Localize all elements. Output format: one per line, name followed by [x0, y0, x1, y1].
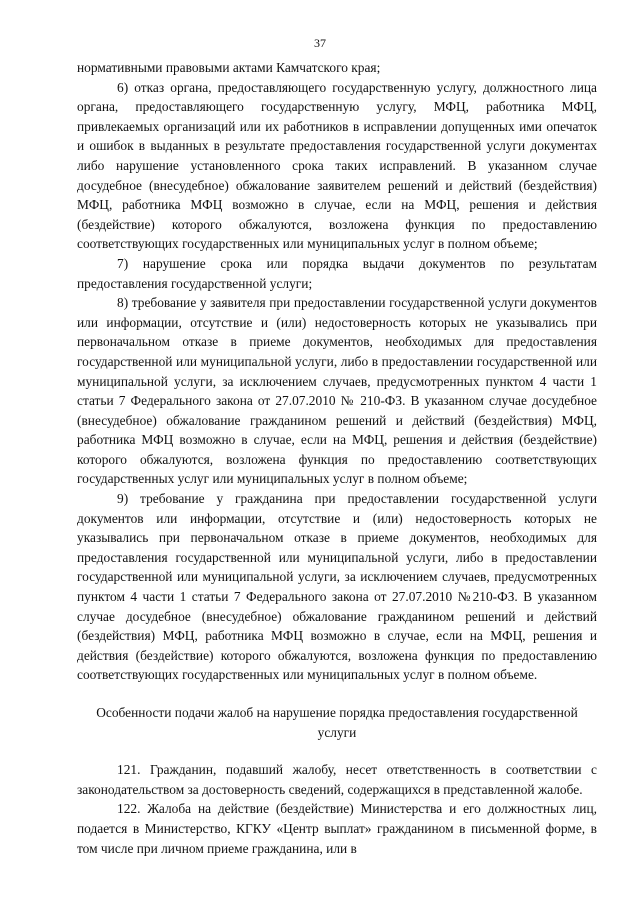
document-body: [77, 58, 597, 858]
list-item-7: 7) нарушение срока или порядка выдачи документов по результатам предоставления государственной услуги;: [77, 255, 597, 291]
section-heading: Особенности подачи жалоб на нарушение порядка предоставления государственной услуги: [96, 705, 578, 740]
list-item-8: 8) требование у заявителя при предоставлении государственной услуги документов или информации, отсутствие и (или) недостоверность которых не указывались при первоначальном отказе в приеме документов, необходимых для предоставления государственной или муниципальной услуги, либо в предоставлении государственной или муниципальной услуги, за исключением случаев, предусмотренных пунктом 4 части 1 статьи 7 Федерального закона от 27.07.2010 № 210-ФЗ. В указанном случае досудебное (внесудебное) обжалование гражданином решений и действий (бездействия) МФЦ, работника МФЦ возможно в случае, если на МФЦ, решения и действия (бездействие) которого обжалуются, возложена функция по предоставлению соответствующих государственных услуг или муниципальных услуг в полном объеме;: [77, 295, 597, 487]
page-number: 37: [314, 36, 326, 50]
paragraph-continuation: нормативными правовыми актами Камчатского края;: [77, 60, 381, 75]
paragraph-121: 121. Гражданин, подавший жалобу, несет ответственность в соответствии с законодательством за достоверность сведений, содержащихся в представленной жалобе.: [77, 762, 597, 797]
list-item-9: 9) требование у гражданина при предоставлении государственной услуги документов или информации, отсутствие и (или) недостоверность которых не указывались при первоначальном отказе в приеме документов, необходимых для предоставления государственной или муниципальной услуги, либо в предоставлении государственной или муниципальной услуги, за исключением случаев, предусмотренных пунктом 4 части 1 статьи 7 Федерального закона от 27.07.2010 №210-ФЗ. В указанном случае досудебное (внесудебное) обжалование гражданином решений и действий (бездействия) МФЦ, работника МФЦ возможно в случае, если на МФЦ, решения и действия (бездействие) которого обжалуются, возложена функция по предоставлению соответствующих государственных или муниципальных услуг в полном объеме.: [77, 491, 597, 683]
list-item-6: 6) отказ органа, предоставляющего государственную услугу, должностного лица органа, предоставляющего государственную услугу, МФЦ, работника МФЦ, привлекаемых организаций или их работников в исправлении допущенных ими опечаток и ошибок в выданных в результате предоставления государственной услуги документах либо нарушение установленного срока таких исправлений. В указанном случае досудебное (внесудебное) обжалование заявителем решений и действий (бездействия) МФЦ, работника МФЦ возможно в случае, если на МФЦ, решения и действия (бездействие) которого обжалуются, возложена функция по предоставлению соответствующих государственных или муниципальных услуг в полном объеме;: [77, 79, 597, 252]
paragraph-122: 122. Жалоба на действие (бездействие) Министерства и его должностных лиц, подается в Министерство, КГКУ «Центр выплат» гражданином в письменной форме, в том числе при личном приеме гражданина, или в: [77, 801, 597, 856]
